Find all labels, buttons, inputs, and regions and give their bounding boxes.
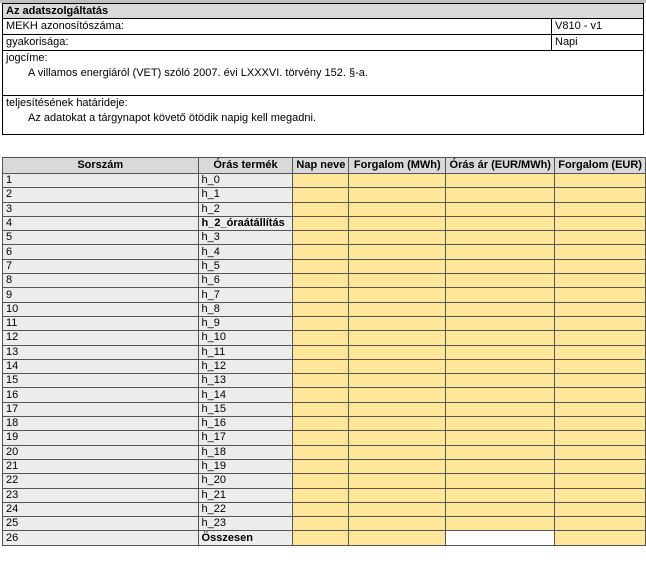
table-row (3, 345, 646, 359)
day-name-cell[interactable] (293, 374, 349, 388)
day-name-cell[interactable] (293, 216, 349, 230)
volume-mwh-cell[interactable] (349, 274, 446, 288)
row-number: 23 (3, 488, 199, 502)
data-table (2, 157, 646, 546)
table-header-row (3, 158, 646, 174)
info-panel (2, 3, 644, 135)
table-row (3, 331, 646, 345)
row-number: 16 (3, 388, 199, 402)
row-number: 1 (3, 174, 199, 188)
table-row (3, 445, 646, 459)
volume-eur-cell[interactable] (555, 388, 646, 402)
hourly-price-cell[interactable] (446, 531, 555, 545)
hourly-price-cell[interactable] (446, 445, 555, 459)
day-name-cell[interactable] (293, 245, 349, 259)
row-number: 20 (3, 445, 199, 459)
table-row (3, 502, 646, 516)
volume-eur-cell[interactable] (555, 331, 646, 345)
hourly-product: h_12 (198, 359, 293, 373)
hourly-price-cell[interactable] (446, 316, 555, 330)
day-name-cell[interactable] (293, 388, 349, 402)
row-number: 7 (3, 259, 199, 273)
volume-eur-cell[interactable] (555, 459, 646, 473)
day-name-cell[interactable] (293, 402, 349, 416)
volume-eur-cell[interactable] (555, 202, 646, 216)
table-row (3, 459, 646, 473)
row-number: 11 (3, 316, 199, 330)
day-name-cell[interactable] (293, 302, 349, 316)
col-header-forgalom-mwh: Forgalom (MWh) (349, 158, 446, 174)
table-row (3, 359, 646, 373)
row-number: 12 (3, 331, 199, 345)
freq-value: Napi (551, 35, 643, 50)
hourly-price-cell[interactable] (446, 502, 555, 516)
hourly-product: h_0 (198, 174, 293, 188)
id-value: V810 - v1 (551, 19, 643, 34)
day-name-cell[interactable] (293, 488, 349, 502)
info-title: Az adatszolgáltatás (3, 4, 643, 18)
hourly-price-cell[interactable] (446, 459, 555, 473)
row-number: 25 (3, 517, 199, 531)
hourly-price-cell[interactable] (446, 288, 555, 302)
freq-row (3, 34, 643, 50)
col-header-forgalom-eur: Forgalom (EUR) (555, 158, 646, 174)
hourly-price-cell[interactable] (446, 359, 555, 373)
hourly-product: h_5 (198, 259, 293, 273)
hourly-product: h_18 (198, 445, 293, 459)
hourly-price-cell[interactable] (446, 431, 555, 445)
day-name-cell[interactable] (293, 316, 349, 330)
row-number: 13 (3, 345, 199, 359)
volume-mwh-cell[interactable] (349, 502, 446, 516)
hourly-product: h_21 (198, 488, 293, 502)
volume-mwh-cell[interactable] (349, 331, 446, 345)
day-name-cell[interactable] (293, 359, 349, 373)
hourly-price-cell[interactable] (446, 402, 555, 416)
volume-mwh-cell[interactable] (349, 316, 446, 330)
hourly-product: h_2_óraátállítás (198, 216, 293, 230)
volume-eur-cell[interactable] (555, 288, 646, 302)
hourly-product: h_7 (198, 288, 293, 302)
table-row (3, 388, 646, 402)
table-row (3, 274, 646, 288)
hourly-price-cell[interactable] (446, 345, 555, 359)
deadline-text: Az adatokat a tárgynapot követő ötödik napig kell megadni. (28, 112, 317, 124)
hourly-price-cell[interactable] (446, 202, 555, 216)
hourly-price-cell[interactable] (446, 331, 555, 345)
table-row (3, 231, 646, 245)
legal-text: A villamos energiáról (VET) szóló 2007. évi LXXXVI. törvény 152. §-a. (28, 67, 368, 79)
volume-mwh-cell[interactable] (349, 417, 446, 431)
volume-eur-cell[interactable] (555, 174, 646, 188)
day-name-cell[interactable] (293, 259, 349, 273)
hourly-product: h_19 (198, 459, 293, 473)
volume-mwh-cell[interactable] (349, 431, 446, 445)
volume-eur-cell[interactable] (555, 431, 646, 445)
hourly-product: h_20 (198, 474, 293, 488)
day-name-cell[interactable] (293, 288, 349, 302)
col-header-sorszam: Sorszám (3, 158, 199, 174)
hourly-price-cell[interactable] (446, 488, 555, 502)
table-row (3, 174, 646, 188)
volume-eur-cell[interactable] (555, 417, 646, 431)
table-row (3, 216, 646, 230)
id-label: MEKH azonosítószáma: (6, 20, 124, 32)
row-number: 8 (3, 274, 199, 288)
hourly-product: h_1 (198, 188, 293, 202)
row-number: 2 (3, 188, 199, 202)
hourly-price-cell[interactable] (446, 231, 555, 245)
day-name-cell[interactable] (293, 331, 349, 345)
hourly-price-cell[interactable] (446, 388, 555, 402)
hourly-product: Összesen (198, 531, 293, 545)
hourly-product: h_8 (198, 302, 293, 316)
day-name-cell[interactable] (293, 459, 349, 473)
hourly-price-cell[interactable] (446, 517, 555, 531)
hourly-product: h_14 (198, 388, 293, 402)
table-row (3, 302, 646, 316)
legal-row (3, 50, 643, 95)
volume-eur-cell[interactable] (555, 359, 646, 373)
row-number: 14 (3, 359, 199, 373)
table-row (3, 431, 646, 445)
freq-label: gyakorisága: (6, 36, 69, 48)
volume-mwh-cell[interactable] (349, 302, 446, 316)
volume-eur-cell[interactable] (555, 374, 646, 388)
col-header-oras-ar: Órás ár (EUR/MWh) (446, 158, 555, 174)
day-name-cell[interactable] (293, 202, 349, 216)
hourly-product: h_23 (198, 517, 293, 531)
hourly-price-cell[interactable] (446, 474, 555, 488)
day-name-cell[interactable] (293, 502, 349, 516)
row-number: 9 (3, 288, 199, 302)
table-row (3, 517, 646, 531)
row-number: 26 (3, 531, 199, 545)
table-row (3, 288, 646, 302)
hourly-price-cell[interactable] (446, 374, 555, 388)
day-name-cell[interactable] (293, 517, 349, 531)
volume-eur-cell[interactable] (555, 531, 646, 545)
hourly-product: h_22 (198, 502, 293, 516)
hourly-product: h_15 (198, 402, 293, 416)
row-number: 10 (3, 302, 199, 316)
table-row (3, 316, 646, 330)
volume-mwh-cell[interactable] (349, 402, 446, 416)
table-row (3, 202, 646, 216)
volume-mwh-cell[interactable] (349, 488, 446, 502)
deadline-label: teljesítésének határideje: (6, 97, 128, 109)
volume-eur-cell[interactable] (555, 274, 646, 288)
volume-eur-cell[interactable] (555, 188, 646, 202)
volume-mwh-cell[interactable] (349, 359, 446, 373)
volume-mwh-cell[interactable] (349, 202, 446, 216)
id-row (3, 18, 643, 34)
volume-mwh-cell[interactable] (349, 531, 446, 545)
volume-eur-cell[interactable] (555, 216, 646, 230)
row-number: 18 (3, 417, 199, 431)
volume-mwh-cell[interactable] (349, 388, 446, 402)
day-name-cell[interactable] (293, 231, 349, 245)
row-number: 6 (3, 245, 199, 259)
volume-eur-cell[interactable] (555, 474, 646, 488)
row-number: 3 (3, 202, 199, 216)
volume-eur-cell[interactable] (555, 502, 646, 516)
hourly-product: h_10 (198, 331, 293, 345)
table-row (3, 259, 646, 273)
volume-mwh-cell[interactable] (349, 459, 446, 473)
hourly-product: h_4 (198, 245, 293, 259)
table-row (3, 488, 646, 502)
volume-eur-cell[interactable] (555, 445, 646, 459)
volume-eur-cell[interactable] (555, 231, 646, 245)
row-number: 5 (3, 231, 199, 245)
day-name-cell[interactable] (293, 174, 349, 188)
row-number: 19 (3, 431, 199, 445)
table-row (3, 402, 646, 416)
table-row (3, 531, 646, 545)
hourly-price-cell[interactable] (446, 216, 555, 230)
volume-mwh-cell[interactable] (349, 231, 446, 245)
hourly-product: h_9 (198, 316, 293, 330)
hourly-product: h_16 (198, 417, 293, 431)
volume-mwh-cell[interactable] (349, 517, 446, 531)
day-name-cell[interactable] (293, 445, 349, 459)
day-name-cell[interactable] (293, 474, 349, 488)
volume-eur-cell[interactable] (555, 302, 646, 316)
volume-mwh-cell[interactable] (349, 474, 446, 488)
col-header-oras-termek: Órás termék (198, 158, 293, 174)
hourly-product: h_13 (198, 374, 293, 388)
day-name-cell[interactable] (293, 531, 349, 545)
row-number: 4 (3, 216, 199, 230)
hourly-product: h_6 (198, 274, 293, 288)
hourly-price-cell[interactable] (446, 245, 555, 259)
table-row (3, 374, 646, 388)
hourly-product: h_2 (198, 202, 293, 216)
table-row (3, 245, 646, 259)
volume-eur-cell[interactable] (555, 488, 646, 502)
table-row (3, 188, 646, 202)
row-number: 22 (3, 474, 199, 488)
volume-eur-cell[interactable] (555, 345, 646, 359)
volume-mwh-cell[interactable] (349, 188, 446, 202)
volume-mwh-cell[interactable] (349, 245, 446, 259)
volume-mwh-cell[interactable] (349, 216, 446, 230)
hourly-price-cell[interactable] (446, 274, 555, 288)
volume-mwh-cell[interactable] (349, 345, 446, 359)
day-name-cell[interactable] (293, 431, 349, 445)
hourly-price-cell[interactable] (446, 302, 555, 316)
day-name-cell[interactable] (293, 274, 349, 288)
row-number: 15 (3, 374, 199, 388)
legal-label: jogcíme: (6, 52, 48, 64)
hourly-product: h_11 (198, 345, 293, 359)
volume-mwh-cell[interactable] (349, 374, 446, 388)
volume-mwh-cell[interactable] (349, 259, 446, 273)
hourly-price-cell[interactable] (446, 188, 555, 202)
volume-mwh-cell[interactable] (349, 288, 446, 302)
volume-mwh-cell[interactable] (349, 445, 446, 459)
volume-eur-cell[interactable] (555, 517, 646, 531)
table-row (3, 417, 646, 431)
row-number: 24 (3, 502, 199, 516)
day-name-cell[interactable] (293, 345, 349, 359)
col-header-nap-neve: Nap neve (293, 158, 349, 174)
hourly-price-cell[interactable] (446, 174, 555, 188)
volume-eur-cell[interactable] (555, 402, 646, 416)
hourly-price-cell[interactable] (446, 259, 555, 273)
volume-mwh-cell[interactable] (349, 174, 446, 188)
row-number: 17 (3, 402, 199, 416)
hourly-product: h_17 (198, 431, 293, 445)
volume-eur-cell[interactable] (555, 316, 646, 330)
hourly-product: h_3 (198, 231, 293, 245)
hourly-price-cell[interactable] (446, 417, 555, 431)
row-number: 21 (3, 459, 199, 473)
deadline-row (3, 95, 643, 134)
volume-eur-cell[interactable] (555, 245, 646, 259)
table-row (3, 474, 646, 488)
day-name-cell[interactable] (293, 417, 349, 431)
volume-eur-cell[interactable] (555, 259, 646, 273)
day-name-cell[interactable] (293, 188, 349, 202)
